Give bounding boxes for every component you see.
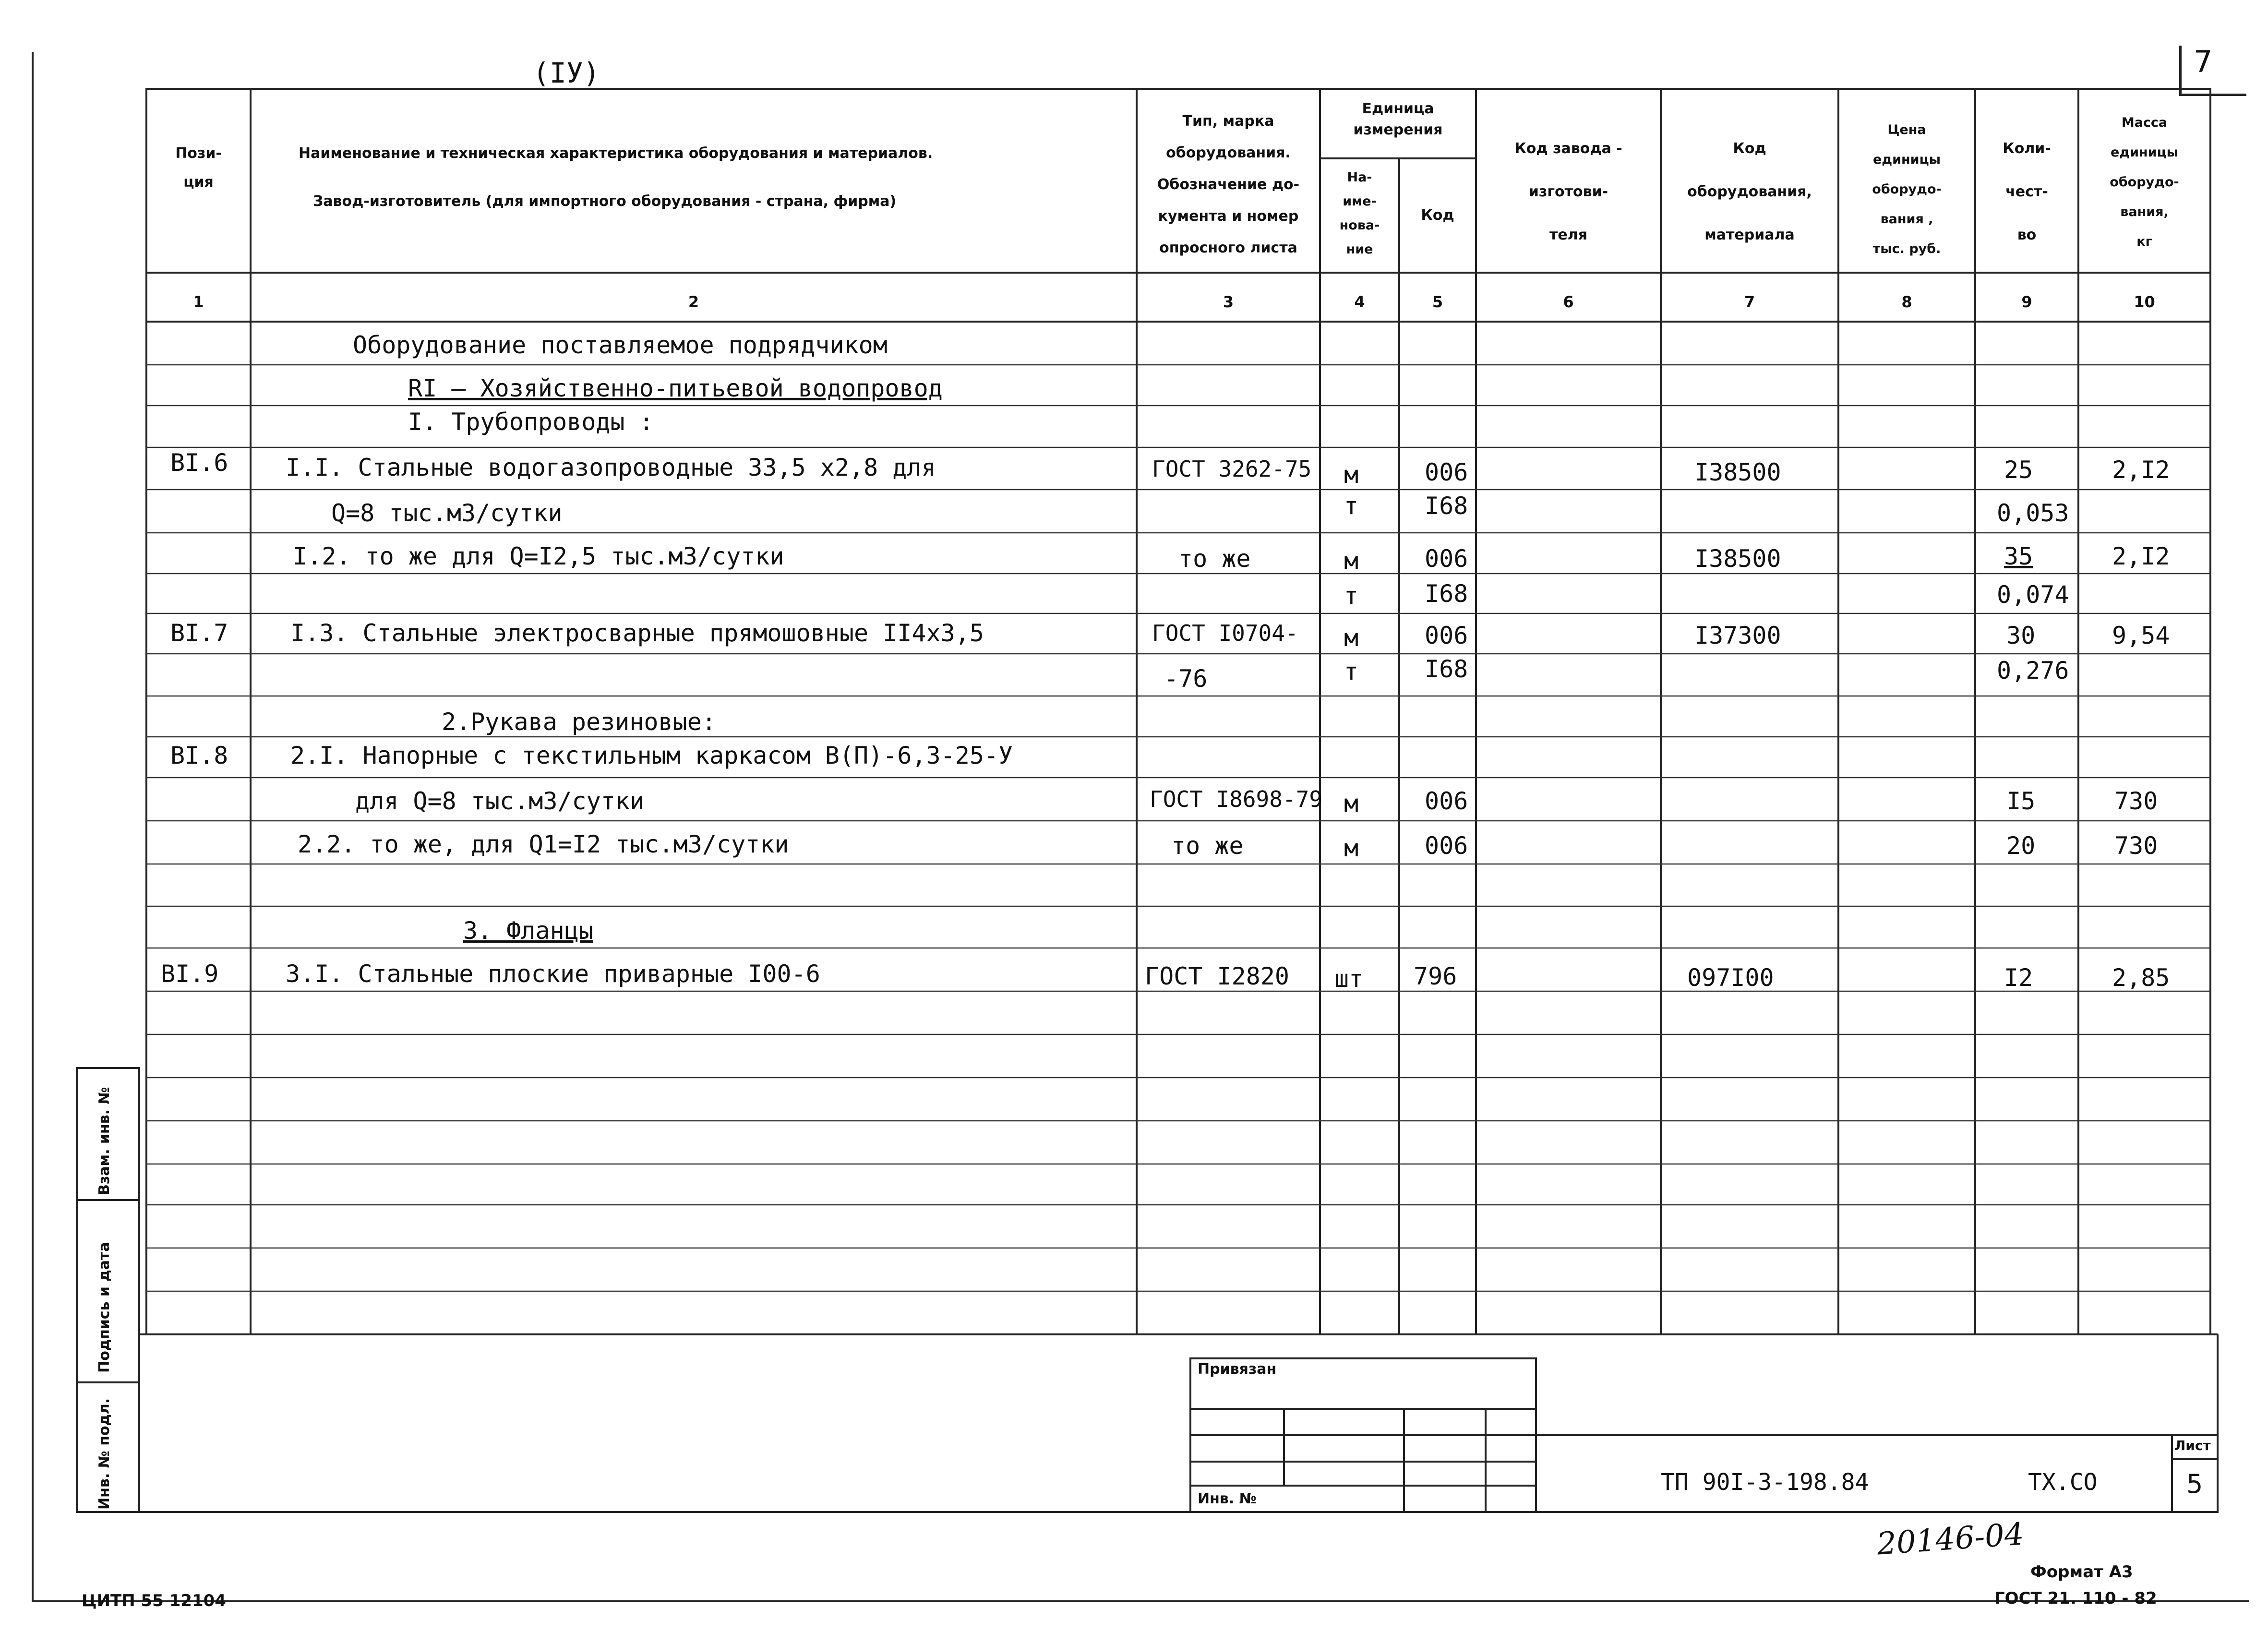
section-roman-heading: (IУ)	[533, 57, 600, 89]
row-name: для Q=8 тыс.м3/сутки	[355, 787, 645, 815]
row-name: 3.I. Стальные плоские приварные I00-6	[286, 960, 820, 988]
row-unit: м	[1344, 547, 1359, 575]
row-name: 2.Рукава резиновые:	[442, 708, 716, 736]
row-name: 2.2. то же, для Q1=I2 тыс.м3/сутки	[298, 830, 789, 858]
row-mass: 9,54	[2112, 622, 2170, 649]
row-position: BI.9	[161, 960, 219, 988]
header-unit-mass: Масса единицы оборудо- вания, кг	[2110, 115, 2179, 249]
sheet-number: 5	[2186, 1469, 2203, 1499]
row-quantity: 0,053	[1997, 499, 2069, 527]
row-mass: 2,I2	[2112, 456, 2170, 484]
header-unit-group: Единица измерения	[1353, 100, 1443, 138]
row-document: то же	[1171, 832, 1244, 860]
row-unit: т	[1344, 658, 1359, 685]
row-mass: 2,I2	[2112, 542, 2170, 570]
sheet-label: Лист	[2174, 1438, 2211, 1453]
column-number: 9	[2021, 293, 2032, 311]
row-unit: м	[1344, 461, 1359, 489]
column-number: 2	[688, 293, 699, 311]
side-stamp-signature-date: Подпись и дата	[96, 1242, 113, 1373]
row-quantity: 0,074	[1997, 581, 2069, 609]
row-document: ГОСТ I2820	[1145, 962, 1290, 990]
row-unit-code: 796	[1414, 962, 1457, 990]
row-name: I.2. то же для Q=I2,5 тыс.м3/сутки	[293, 542, 784, 570]
row-position: BI.8	[170, 742, 228, 769]
printer-code: ЦИТП 55 12104	[82, 1591, 226, 1610]
row-unit: т	[1344, 582, 1359, 610]
header-unit-code: Код	[1421, 207, 1454, 224]
column-number: 8	[1901, 293, 1912, 311]
header-unit-name: На- име- нова- ние	[1339, 170, 1380, 257]
row-unit-code: 006	[1425, 545, 1468, 573]
side-stamp-replaced-inv: Взам. инв. №	[96, 1087, 113, 1195]
row-document: ГОСТ 3262-75	[1152, 456, 1312, 482]
row-equipment-code: I38500	[1694, 545, 1781, 573]
row-name: I.3. Стальные электросварные прямошовные II4x3,5	[290, 619, 984, 647]
row-unit: м	[1344, 834, 1359, 862]
row-unit: т	[1344, 492, 1359, 520]
column-number: 6	[1563, 293, 1574, 311]
handwritten-number: 20146-04	[1875, 1516, 2025, 1562]
column-number: 4	[1354, 293, 1365, 311]
row-position: BI.6	[170, 449, 228, 477]
row-name: 3. Фланцы	[463, 917, 593, 945]
header-type-mark: Тип, марка оборудования. Обозначение до- кумента и номер опросного листа	[1157, 113, 1300, 256]
side-stamp-original-inv: Инв. № подл.	[96, 1398, 113, 1510]
header-name: Наименование и техническая характеристика оборудования и материалов. Завод-изготовитель (для импортного оборудования - страна, фирма)	[299, 145, 933, 210]
row-equipment-code: I37300	[1694, 622, 1781, 649]
row-unit: шт	[1334, 965, 1364, 993]
row-equipment-code: 097I00	[1687, 964, 1774, 992]
row-mass: 730	[2114, 787, 2158, 815]
gost-reference: ГОСТ 21. 110 - 82	[1994, 1589, 2157, 1608]
row-name: I.I. Стальные водогазопроводные 33,5 x2,8 для	[286, 454, 936, 481]
bound-label: Привязан	[1198, 1361, 1277, 1378]
row-quantity: 0,276	[1997, 657, 2069, 684]
row-quantity: 35	[2004, 542, 2033, 570]
row-unit-code: I68	[1425, 655, 1468, 683]
inventory-label: Инв. №	[1198, 1490, 1257, 1507]
row-unit-code: I68	[1425, 580, 1468, 608]
row-quantity: 30	[2006, 622, 2036, 649]
row-name: Оборудование поставляемое подрядчиком	[353, 331, 888, 359]
header-manufacturer-code: Код завода - изготови- теля	[1514, 140, 1622, 243]
row-unit-code: 006	[1425, 787, 1468, 815]
row-unit: м	[1344, 624, 1359, 652]
header-quantity: Коли- чест- во	[2003, 140, 2051, 243]
sheet-top-number: 7	[2194, 44, 2213, 79]
row-name: Q=8 тыс.м3/сутки	[331, 499, 563, 527]
row-unit-code: 006	[1425, 458, 1468, 486]
row-name: 2.I. Напорные с текстильным каркасом В(П)-6,3-25-У	[290, 742, 1013, 769]
row-document: то же	[1178, 545, 1251, 573]
row-unit-code: 006	[1425, 832, 1468, 860]
row-quantity: 20	[2006, 832, 2036, 860]
row-document: ГОСТ I0704-	[1152, 620, 1298, 646]
column-number: 5	[1432, 293, 1443, 311]
row-mass: 2,85	[2112, 964, 2170, 992]
row-unit-code: I68	[1425, 492, 1468, 520]
header-position: Пози- ция	[175, 145, 222, 191]
column-number: 7	[1744, 293, 1755, 311]
document-code: ТП 90I-3-198.84	[1661, 1469, 1869, 1496]
row-unit: м	[1344, 790, 1359, 817]
document-mark: ТХ.СО	[2028, 1469, 2098, 1496]
column-number: 3	[1223, 293, 1234, 311]
row-name: RI – Хозяйственно-питьевой водопровод	[408, 374, 943, 402]
row-mass: 730	[2114, 832, 2158, 860]
row-quantity: I5	[2006, 787, 2036, 815]
column-number: 1	[193, 293, 204, 311]
row-equipment-code: I38500	[1694, 458, 1781, 486]
row-name: I. Трубопроводы :	[408, 408, 654, 436]
row-position: BI.7	[170, 619, 228, 647]
column-number: 10	[2134, 293, 2155, 311]
header-equipment-code: Код оборудования, материала	[1687, 140, 1812, 243]
header-unit-price: Цена единицы оборудо- вания , тыс. руб.	[1872, 122, 1942, 256]
row-quantity: 25	[2004, 456, 2033, 484]
paper-format: Формат А3	[2030, 1562, 2133, 1582]
row-document: -76	[1164, 665, 1208, 693]
row-quantity: I2	[2004, 964, 2033, 992]
row-unit-code: 006	[1425, 622, 1468, 649]
row-document: ГОСТ I8698-79	[1150, 786, 1323, 812]
